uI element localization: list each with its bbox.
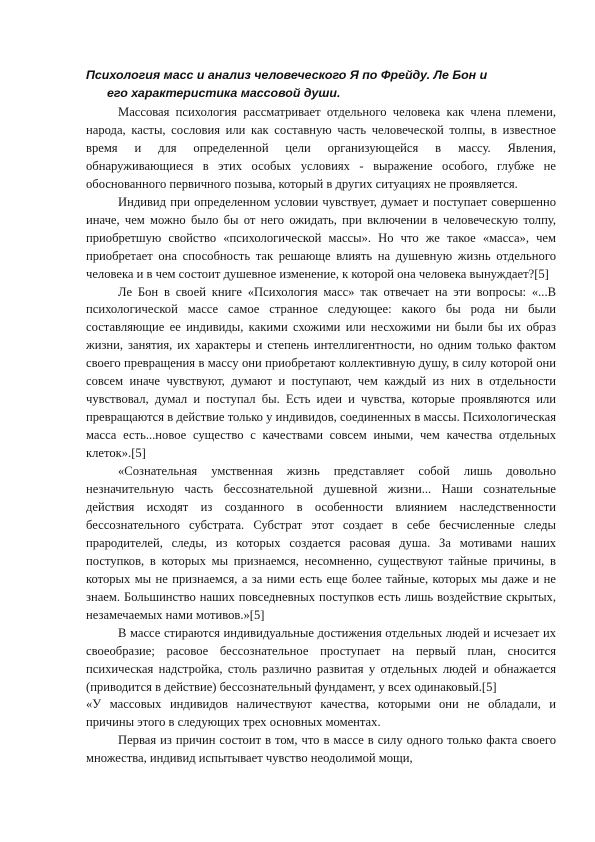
document-title	[86, 66, 556, 102]
title-line-2: его характеристика массовой души.	[107, 86, 341, 100]
paragraph-4-quote: «Сознательная умственная жизнь представляет собой лишь довольно незначительную часть бессознательной душевной жизни... Наши сознательные действия исходят из созданного в особенности влиянием наследственности бессознательного субстрата. Субстрат этот создает в себе бесчисленные следы прародителей, следы, из которых создается расовая душа. За мотивами наших поступков, в которых мы признаемся, несомненно, существуют тайные причины, в которых мы не признаемся, а за ними есть еще более тайные, которых мы даже и не знаем. Большинство наших повседневных поступков есть лишь воздействие скрытых, незамечаемых нами мотивов.»[5]	[86, 464, 556, 622]
paragraph-6-quote: «У массовых индивидов наличествуют качества, которыми они не обладали, и причины этого в следующих трех основных моментах.	[86, 697, 556, 730]
document-body	[86, 104, 556, 768]
title-line-1: Психология масс и анализ человеческого Я по Фрейду. Ле Бон и	[86, 68, 488, 82]
paragraph-3: Ле Бон в своей книге «Психология масс» так отвечает на эти вопросы: «...В психологической массе самое странное следующее: какого бы рода ни были составляющие ее индивиды, какими схожими или несхожими ни были бы их образ жизни, занятия, их характеры и степень интеллигентности, но одним только фактом своего превращения в массу они приобретают коллективную душу, в силу которой они совсем иначе чувствуют, думают и поступают, чем каждый из них в отдельности чувствовал, думал и поступал бы. Есть идеи и чувства, которые проявляются или превращаются в действие только у индивидов, соединенных в массы. Психологическая масса есть...новое существо с качествами совсем иными, чем качества отдельных клеток».[5]	[86, 284, 556, 461]
paragraph-5: В массе стираются индивидуальные достижения отдельных людей и исчезает их своеобразие; расовое бессознательное проступает на первый план, сносится психическая надстройка, столь различно развитая у отдельных людей и обнажается (приводится в действие) бессознательный фундамент, у всех одинаковый.[5]	[86, 625, 556, 694]
paragraph-7: Первая из причин состоит в том, что в массе в силу одного только факта своего множества, индивид испытывает чувство неодолимой мощи,	[86, 733, 556, 766]
paragraph-2: Индивид при определенном условии чувствует, думает и поступает совершенно иначе, чем можно было бы от него ожидать, при включении в человеческую толпу, приобретшую свойство «психологической массы». Но что же такое «масса», чем приобретает она способность так решающе влиять на душевную жизнь отдельного человека и в чем состоит душевное изменение, к которой она человека вынуждает?[5]	[86, 194, 556, 281]
paragraph-1: Массовая психология рассматривает отдельного человека как члена племени, народа, касты, сословия или как составную часть человеческой толпы, в известное время и для определенной цели организующейся в массу. Явления, обнаруживающиеся в этих особых условиях - выражение особого, глубже не обоснованного первичного позыва, который в других ситуациях не проявляется.	[86, 105, 556, 191]
